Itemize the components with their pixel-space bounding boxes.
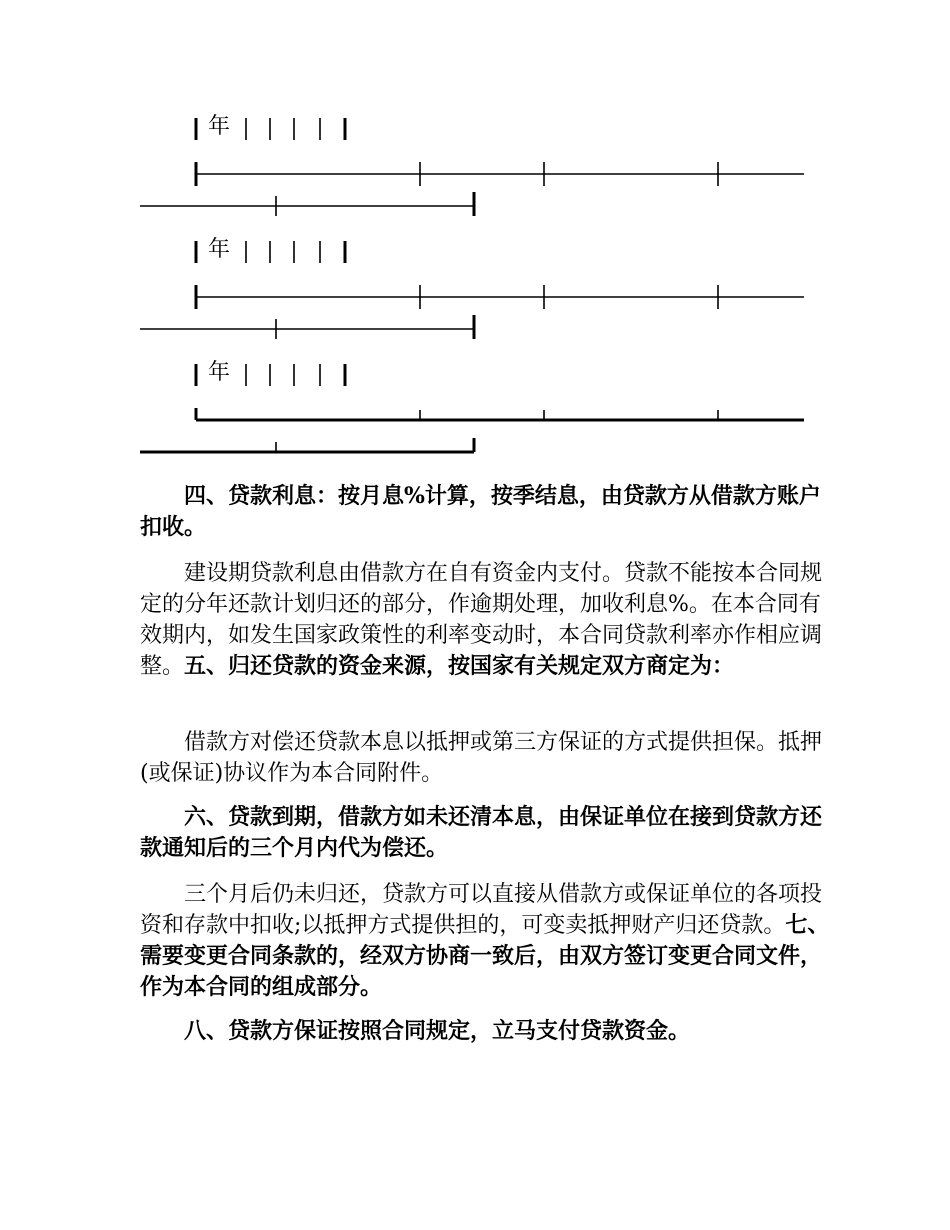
year-label: 年 bbox=[208, 114, 231, 139]
repayment-table-row-1 bbox=[140, 112, 810, 222]
section-8-heading-text: 八、贷款方保证按照合同规定，立马支付贷款资金。 bbox=[184, 1018, 691, 1044]
section-6-body-text: 三个月后仍未归还，贷款方可以直接从借款方或保证单位的各项投资和存款中扣收;以抵押方式提供担的，可变卖抵押财产归还贷款。 bbox=[140, 882, 823, 938]
year-label: 年 bbox=[208, 360, 231, 385]
section-6-heading-text: 六、贷款到期，借款方如未还清本息，由保证单位在接到贷款方还款通知后的三个月内代为偿还。 bbox=[140, 804, 823, 861]
table-grid-lines bbox=[140, 112, 810, 222]
section-6-body bbox=[140, 879, 830, 1003]
table-grid-lines bbox=[140, 358, 810, 468]
section-4-body-text: 建设期贷款利息由借款方在自有资金内支付。贷款不能按本合同规定的分年还款计划归还的部分，作逾期处理，加收利息%。在本合同有效期内，如发生国家政策性的利率变动时，本合同贷款利率亦作相应调整。 bbox=[140, 561, 823, 679]
section-4-heading-text: 四、贷款利息：按月息%计算，按季结息，由贷款方从借款方账户扣收。 bbox=[140, 483, 821, 540]
repayment-table-row-2 bbox=[140, 235, 810, 345]
section-6-heading bbox=[140, 802, 830, 864]
section-5-body bbox=[140, 727, 830, 789]
section-7-heading-text: 七、需要变更合同条款的，经双方协商一致后，由双方签订变更合同文件，作为本合同的组成部分。 bbox=[140, 912, 830, 1000]
year-label: 年 bbox=[208, 237, 231, 262]
section-4-body bbox=[140, 558, 830, 682]
section-8-heading bbox=[140, 1016, 830, 1047]
section-4-heading bbox=[140, 481, 830, 543]
section-5-body-text: 借款方对偿还贷款本息以抵押或第三方保证的方式提供担保。抵押(或保证)协议作为本合同附件。 bbox=[140, 730, 823, 786]
table-grid-lines bbox=[140, 235, 810, 345]
section-5-heading-text: 五、归还贷款的资金来源，按国家有关规定双方商定为： bbox=[184, 653, 735, 679]
repayment-table-row-3 bbox=[140, 358, 810, 468]
